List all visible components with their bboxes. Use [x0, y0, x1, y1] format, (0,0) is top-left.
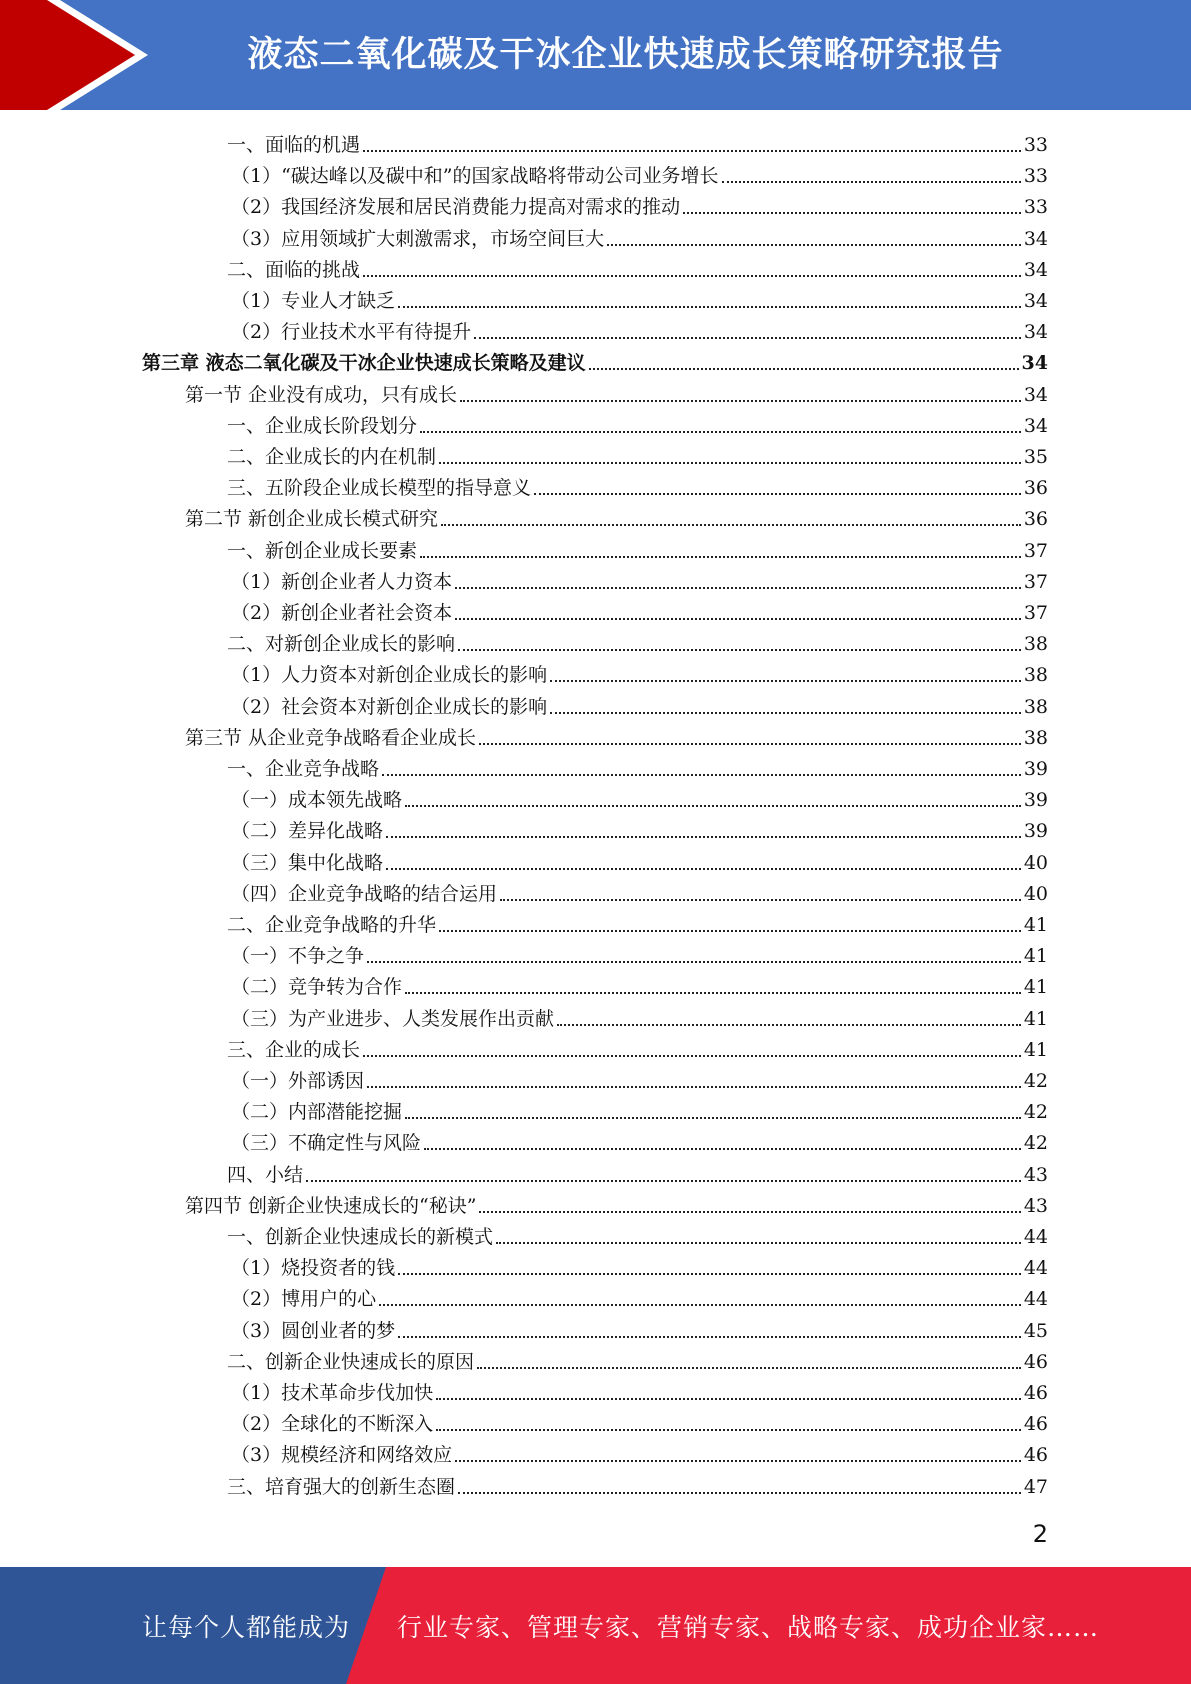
toc-entry-page: 46	[1023, 1350, 1048, 1373]
toc-entry-title: 二、创新企业快速成长的原因	[227, 1350, 475, 1373]
toc-entry[interactable]	[231, 1062, 1048, 1093]
toc-dot-leader	[589, 368, 1019, 370]
toc-dot-leader	[420, 431, 1021, 433]
toc-entry-title: 二、面临的挑战	[227, 258, 361, 281]
toc-entry-page: 34	[1023, 383, 1048, 406]
toc-dot-leader	[386, 868, 1021, 870]
toc-entry[interactable]	[231, 1124, 1048, 1155]
toc-dot-leader	[455, 1460, 1021, 1462]
toc-dot-leader	[439, 930, 1021, 932]
toc-entry-page: 44	[1023, 1226, 1048, 1248]
toc-entry[interactable]	[185, 719, 1048, 750]
toc-entry-title: 三、企业的成长	[227, 1038, 361, 1061]
toc-entry[interactable]	[231, 812, 1048, 843]
toc-entry[interactable]	[227, 1468, 1048, 1499]
report-title: 液态二氧化碳及干冰企业快速成长策略研究报告	[247, 35, 1004, 75]
toc-entry[interactable]	[231, 1405, 1048, 1436]
toc-entry-title: （2）新创企业者社会资本	[231, 602, 453, 624]
toc-entry-title: （二）竞争转为合作	[231, 976, 403, 999]
toc-dot-leader	[363, 275, 1021, 277]
toc-entry[interactable]	[227, 407, 1048, 438]
toc-entry-title: （1）烧投资者的钱	[231, 1257, 396, 1280]
toc-entry[interactable]	[231, 1436, 1048, 1467]
toc-dot-leader	[557, 1024, 1021, 1026]
toc-entry-title: 一、面临的机遇	[227, 134, 361, 156]
toc-entry[interactable]	[231, 313, 1048, 344]
toc-entry-title: （一）不争之争	[231, 945, 365, 968]
toc-entry[interactable]	[185, 376, 1048, 407]
toc-dot-leader	[405, 805, 1021, 807]
toc-entry-page: 38	[1023, 695, 1048, 718]
toc-entry[interactable]	[227, 750, 1048, 781]
toc-entry-title: 第一节 企业没有成功，只有成长	[185, 383, 458, 406]
toc-entry-title: （3）圆创业者的梦	[231, 1319, 396, 1342]
toc-entry[interactable]	[227, 469, 1048, 500]
toc-entry-page: 33	[1023, 165, 1048, 188]
toc-entry-title: 一、创新企业快速成长的新模式	[227, 1226, 494, 1248]
toc-entry-title: 一、企业成长阶段划分	[227, 414, 418, 437]
toc-entry-page: 38	[1023, 633, 1048, 656]
toc-dot-leader	[458, 649, 1021, 651]
toc-entry[interactable]	[231, 875, 1048, 906]
toc-entry[interactable]	[227, 532, 1048, 563]
toc-dot-leader	[367, 961, 1021, 963]
toc-entry-page: 43	[1023, 1163, 1048, 1186]
toc-dot-leader	[722, 181, 1021, 183]
page-header	[0, 0, 1191, 110]
toc-entry[interactable]	[231, 157, 1048, 188]
toc-entry-page: 37	[1023, 570, 1048, 593]
page-number: 2	[1032, 1520, 1048, 1548]
toc-entry-title: （1）专业人才缺乏	[231, 290, 396, 312]
toc-dot-leader	[479, 1211, 1020, 1213]
toc-entry-page: 41	[1023, 945, 1048, 968]
toc-entry[interactable]	[231, 282, 1048, 313]
toc-entry-title: 第三节 从企业竞争战略看企业成长	[185, 726, 477, 749]
toc-dot-leader	[436, 1429, 1021, 1431]
toc-entry[interactable]	[231, 844, 1048, 875]
toc-entry-page: 35	[1023, 446, 1048, 468]
toc-entry[interactable]	[231, 220, 1048, 251]
toc-dot-leader	[534, 493, 1021, 495]
toc-entry[interactable]	[231, 188, 1048, 219]
toc-dot-leader	[382, 774, 1021, 776]
toc-entry-title: （一）外部诱因	[231, 1070, 365, 1092]
toc-entry-page: 40	[1023, 882, 1048, 905]
toc-entry-page: 46	[1023, 1413, 1048, 1436]
toc-entry-page: 37	[1023, 602, 1048, 624]
toc-entry-title: （1）新创企业者人力资本	[231, 570, 453, 593]
toc-entry-page: 36	[1023, 508, 1048, 531]
toc-entry[interactable]	[185, 500, 1048, 531]
toc-entry-title: 三、培育强大的创新生态圈	[227, 1475, 456, 1498]
toc-entry-page: 37	[1023, 539, 1048, 562]
toc-entry[interactable]	[231, 563, 1048, 594]
toc-entry-page: 33	[1023, 134, 1048, 156]
toc-entry-page: 42	[1023, 1101, 1048, 1124]
toc-entry-title: 二、企业竞争战略的升华	[227, 914, 437, 936]
toc-entry-page: 41	[1023, 1007, 1048, 1030]
toc-entry[interactable]	[227, 1156, 1048, 1187]
toc-entry-page: 39	[1023, 789, 1048, 812]
toc-entry-page: 36	[1023, 477, 1048, 500]
toc-dot-leader	[405, 1117, 1021, 1119]
toc-dot-leader	[386, 836, 1021, 838]
toc-entry-title: （1）“碳达峰以及碳中和”的国家战略将带动公司业务增长	[231, 165, 719, 188]
toc-entry[interactable]	[231, 968, 1048, 999]
toc-entry[interactable]	[227, 1031, 1048, 1062]
toc-dot-leader	[455, 587, 1021, 589]
toc-dot-leader	[398, 1336, 1021, 1338]
toc-entry[interactable]	[227, 906, 1048, 937]
toc-dot-leader	[479, 743, 1021, 745]
toc-dot-leader	[439, 462, 1021, 464]
toc-entry-title: （2）博用户的心	[231, 1288, 377, 1311]
toc-dot-leader	[306, 1180, 1021, 1182]
toc-entry-title: 二、企业成长的内在机制	[227, 446, 437, 468]
toc-dot-leader	[460, 400, 1021, 402]
toc-entry[interactable]	[231, 594, 1048, 625]
toc-dot-leader	[474, 337, 1021, 339]
toc-entry-title: （2）社会资本对新创企业成长的影响	[231, 695, 548, 718]
toc-entry[interactable]	[227, 1218, 1048, 1249]
toc-dot-leader	[436, 1398, 1021, 1400]
footer-slogan-left: 让每个人都能成为	[142, 1612, 351, 1642]
toc-dot-leader	[500, 899, 1021, 901]
toc-entry-title: 二、对新创企业成长的影响	[227, 633, 456, 656]
toc-entry-page: 47	[1023, 1475, 1048, 1498]
toc-entry-page: 41	[1023, 1038, 1048, 1061]
toc-entry-title: 第二节 新创企业成长模式研究	[185, 508, 439, 531]
toc-entry-page: 44	[1023, 1257, 1048, 1280]
toc-entry-title: （2）行业技术水平有待提升	[231, 321, 472, 344]
toc-entry-title: 一、企业竞争战略	[227, 758, 380, 780]
toc-entry[interactable]	[231, 656, 1048, 687]
toc-entry-page: 45	[1023, 1319, 1048, 1342]
toc-entry-page: 46	[1023, 1444, 1048, 1467]
toc-entry-page: 39	[1023, 820, 1048, 843]
toc-dot-leader	[363, 1055, 1021, 1057]
toc-entry-page: 38	[1023, 664, 1048, 687]
toc-entry-title: （二）差异化战略	[231, 820, 384, 843]
toc-dot-leader	[550, 712, 1021, 714]
toc-entry-page: 44	[1023, 1288, 1048, 1311]
toc-entry[interactable]	[231, 937, 1048, 968]
toc-entry-title: （3）规模经济和网络效应	[231, 1444, 453, 1467]
toc-dot-leader	[379, 1304, 1021, 1306]
toc-entry-page: 34	[1023, 321, 1048, 344]
toc-dot-leader	[550, 680, 1021, 682]
toc-entry-page: 39	[1023, 758, 1048, 780]
toc-entry-title: （二）内部潜能挖掘	[231, 1101, 403, 1124]
toc-entry[interactable]	[227, 1343, 1048, 1374]
toc-entry[interactable]	[231, 781, 1048, 812]
toc-entry-page: 33	[1023, 196, 1048, 219]
toc-entry[interactable]	[227, 625, 1048, 656]
toc-entry-title: （1）技术革命步伐加快	[231, 1382, 434, 1404]
toc-dot-leader	[424, 1148, 1021, 1150]
toc-dot-leader	[398, 306, 1021, 308]
toc-entry[interactable]	[231, 1280, 1048, 1311]
toc-entry-page: 38	[1023, 726, 1048, 749]
toc-entry-page: 34	[1023, 290, 1048, 312]
footer-slogan-right: 行业专家、管理专家、营销专家、战略专家、成功企业家……	[397, 1612, 1100, 1642]
toc-dot-leader	[683, 212, 1021, 214]
toc-dot-leader	[420, 556, 1021, 558]
toc-entry[interactable]	[227, 251, 1048, 282]
toc-entry-title: 第四节 创新企业快速成长的“秘诀”	[185, 1194, 477, 1217]
toc-entry[interactable]	[231, 1093, 1048, 1124]
toc-entry-title: （四）企业竞争战略的结合运用	[231, 882, 498, 905]
toc-entry-page: 34	[1023, 414, 1048, 437]
toc-dot-leader	[458, 1492, 1021, 1494]
toc-entry-title: 三、五阶段企业成长模型的指导意义	[227, 477, 532, 500]
toc-entry-title: （三）集中化战略	[231, 851, 384, 874]
toc-dot-leader	[398, 1273, 1021, 1275]
toc-dot-leader	[477, 1367, 1021, 1369]
toc-entry-page: 42	[1023, 1070, 1048, 1092]
toc-entry-page: 34	[1023, 227, 1048, 250]
toc-dot-leader	[455, 618, 1021, 620]
toc-dot-leader	[367, 1086, 1021, 1088]
toc-entry-page: 42	[1023, 1132, 1048, 1155]
toc-entry-title: （三）为产业进步、人类发展作出贡献	[231, 1007, 555, 1030]
page-footer	[0, 1567, 1191, 1684]
toc-entry-title: （2）全球化的不断深入	[231, 1413, 434, 1436]
toc-entry-title: （1）人力资本对新创企业成长的影响	[231, 664, 548, 687]
toc-entry-page: 34	[1021, 352, 1048, 375]
toc-dot-leader	[607, 244, 1021, 246]
toc-entry[interactable]	[231, 688, 1048, 719]
toc-dot-leader	[405, 992, 1021, 994]
toc-entry-title: （3）应用领域扩大刺激需求，市场空间巨大	[231, 227, 605, 250]
toc-entry[interactable]	[231, 1000, 1048, 1031]
toc-entry-page: 40	[1023, 851, 1048, 874]
toc-entry[interactable]	[142, 344, 1048, 375]
toc-dot-leader	[441, 524, 1021, 526]
toc-entry[interactable]	[231, 1312, 1048, 1343]
toc-entry-page: 46	[1023, 1382, 1048, 1404]
toc-entry[interactable]	[227, 126, 1048, 157]
toc-entry-title: 一、新创企业成长要素	[227, 539, 418, 562]
toc-entry-page: 43	[1023, 1194, 1048, 1217]
toc-entry[interactable]	[231, 1249, 1048, 1280]
toc-entry-title: 四、小结	[227, 1163, 304, 1186]
toc-entry-title: （2）我国经济发展和居民消费能力提高对需求的推动	[231, 196, 681, 219]
toc-entry[interactable]	[185, 1187, 1048, 1218]
toc-dot-leader	[363, 150, 1021, 152]
toc-dot-leader	[496, 1242, 1021, 1244]
toc-entry-page: 41	[1023, 976, 1048, 999]
toc-entry-title: （一）成本领先战略	[231, 789, 403, 812]
header-chevron-decoration	[0, 0, 160, 110]
toc-entry-page: 34	[1023, 258, 1048, 281]
toc-entry[interactable]	[231, 1374, 1048, 1405]
toc-entry-title: （三）不确定性与风险	[231, 1132, 422, 1155]
toc-entry-title: 第三章 液态二氧化碳及干冰企业快速成长策略及建议	[142, 352, 586, 375]
toc-entry-page: 41	[1023, 914, 1048, 936]
toc-entry[interactable]	[227, 438, 1048, 469]
